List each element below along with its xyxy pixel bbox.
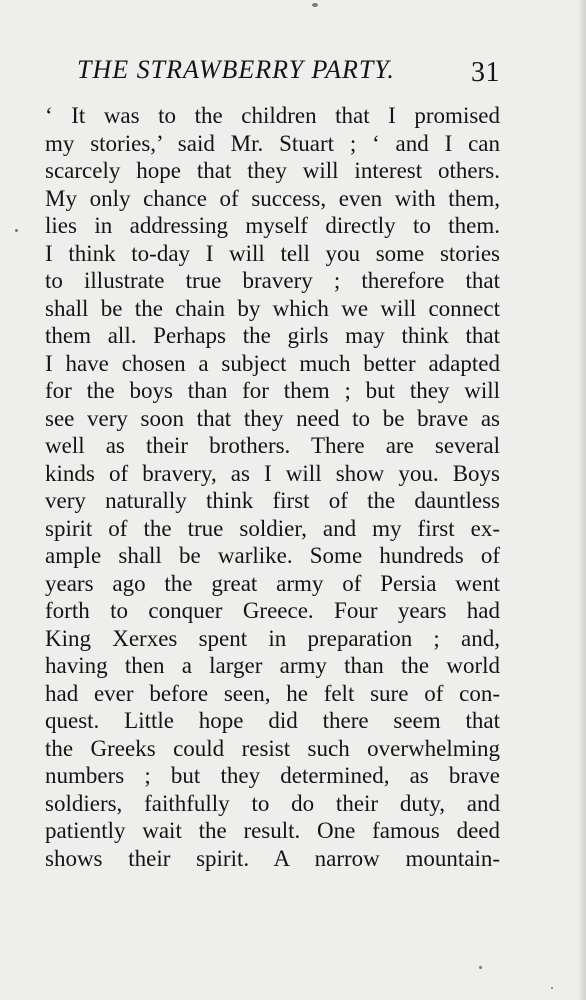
text-line: soldiers, faithfully to do their duty, and [45, 790, 500, 816]
text-line: ample shall be warlike. Some hundreds of [45, 543, 500, 568]
text-line: numbers ; but they determined, as brave [45, 763, 500, 788]
page-number: 31 [471, 57, 500, 88]
text-line: shall be the chain by which we will connect [45, 295, 500, 321]
paper-speck [312, 3, 318, 7]
text-line: my stories,’ said Mr. Stuart ; ‘ and I can [45, 130, 500, 156]
text-line: had ever before seen, he felt sure of con- [45, 680, 500, 706]
body-text [45, 102, 500, 872]
text-line: for the boys than for them ; but they will [45, 378, 500, 403]
text-line: ‘ It was to the children that I promised [45, 103, 500, 128]
paper-speck [15, 229, 18, 232]
text-line: forth to conquer Greece. Four years had [45, 598, 500, 623]
text-line: King Xerxes spent in preparation ; and, [45, 625, 500, 651]
text-line: them all. Perhaps the girls may think that [45, 323, 500, 348]
text-line: lies in addressing myself directly to them. [45, 213, 500, 238]
text-line: the Greeks could resist such overwhelming [45, 735, 500, 761]
text-line: having then a larger army than the world [45, 653, 500, 678]
text-line: spirit of the true soldier, and my first ex- [45, 515, 500, 541]
text-line: patiently wait the result. One famous deed [45, 818, 500, 843]
page-header [77, 52, 500, 92]
text-line: scarcely hope that they will interest others. [45, 158, 500, 183]
text-line: see very soon that they need to be brave as [45, 405, 500, 431]
text-line: I have chosen a subject much better adapted [45, 350, 500, 376]
text-line: years ago the great army of Persia went [45, 570, 500, 596]
paper-speck [479, 966, 482, 969]
text-line: very naturally think first of the dauntless [45, 488, 500, 513]
text-line: My only chance of success, even with them, [45, 185, 500, 211]
page-edge-shadow [578, 0, 586, 1000]
text-line: shows their spirit. A narrow mountain- [45, 845, 500, 871]
text-line: I think to-day I will tell you some stories [45, 240, 500, 266]
text-line: well as their brothers. There are several [45, 433, 500, 458]
running-title: THE STRAWBERRY PARTY. [77, 55, 395, 84]
text-line: quest. Little hope did there seem that [45, 708, 500, 733]
text-line: to illustrate true bravery ; therefore that [45, 268, 500, 293]
paper-speck [551, 987, 553, 989]
text-line: kinds of bravery, as I will show you. Boys [45, 460, 500, 486]
